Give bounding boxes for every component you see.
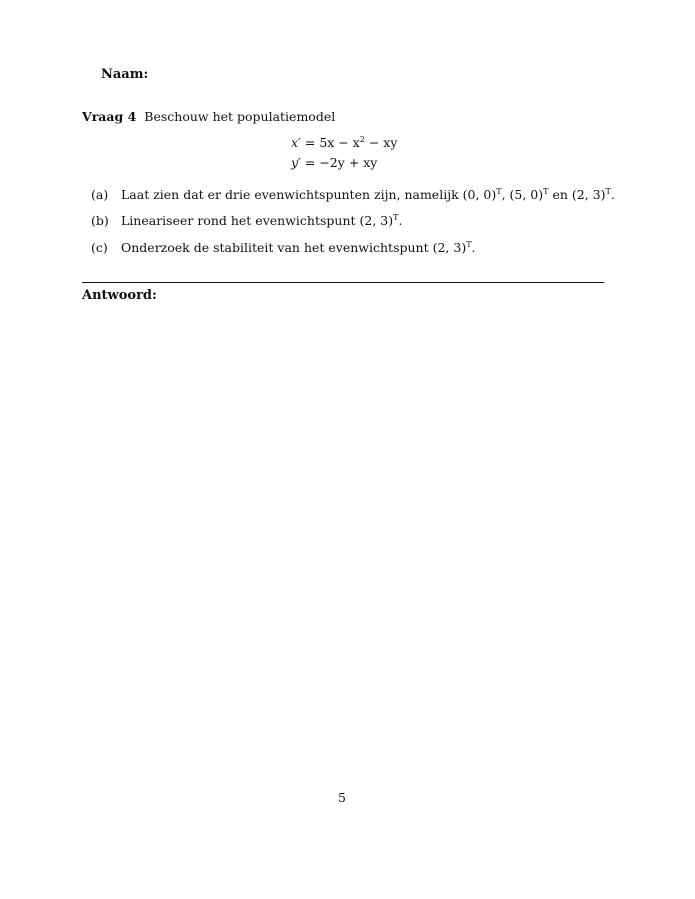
equation-y-prime <box>291 155 377 170</box>
equation-1-rhs-post: − xy <box>364 135 398 150</box>
part-a-transpose-2: T <box>543 186 549 196</box>
part-b-point: (2, 3) <box>359 213 394 228</box>
question-part-a <box>91 187 615 202</box>
name-label: Naam: <box>101 67 149 82</box>
part-a-sep-2: en <box>548 187 572 202</box>
equation-1-rhs-pre: = 5x − x <box>304 135 360 150</box>
part-b-end: . <box>398 213 403 228</box>
part-b-text: Lineariseer rond het evenwichtspunt <box>121 213 360 228</box>
answer-area[interactable] <box>82 310 604 780</box>
part-c-transpose: T <box>466 239 472 249</box>
part-b-label: (b) <box>91 213 109 228</box>
part-a-point-1: (0, 0) <box>462 187 497 202</box>
part-a-transpose-3: T <box>605 186 611 196</box>
part-c-point: (2, 3) <box>432 240 467 255</box>
question-heading <box>82 109 335 124</box>
answer-label: Antwoord: <box>82 288 157 303</box>
question-part-c <box>91 240 476 255</box>
part-c-label: (c) <box>91 240 108 255</box>
part-a-point-3: (2, 3) <box>571 187 606 202</box>
part-c-end: . <box>471 240 476 255</box>
question-number: Vraag 4 <box>82 109 137 124</box>
page-number: 5 <box>338 790 346 805</box>
part-b-transpose: T <box>393 212 399 222</box>
question-part-b <box>91 213 402 228</box>
equation-2-lhs: y′ <box>291 155 301 170</box>
part-a-transpose-1: T <box>496 186 502 196</box>
section-divider <box>82 282 604 283</box>
part-a-label: (a) <box>91 187 109 202</box>
part-a-sep-1: , <box>501 187 510 202</box>
part-a-point-2: (5, 0) <box>509 187 544 202</box>
equation-2-rhs: = −2y + xy <box>304 155 378 170</box>
equation-1-lhs: x′ <box>291 135 301 150</box>
question-intro: Beschouw het populatiemodel <box>144 109 336 124</box>
equation-x-prime <box>291 135 397 150</box>
part-a-end: . <box>610 187 615 202</box>
part-c-text: Onderzoek de stabiliteit van het evenwichtspunt <box>121 240 433 255</box>
part-a-text: Laat zien dat er drie evenwichtspunten zijn, namelijk <box>121 187 463 202</box>
equation-1-exponent: 2 <box>359 134 365 144</box>
